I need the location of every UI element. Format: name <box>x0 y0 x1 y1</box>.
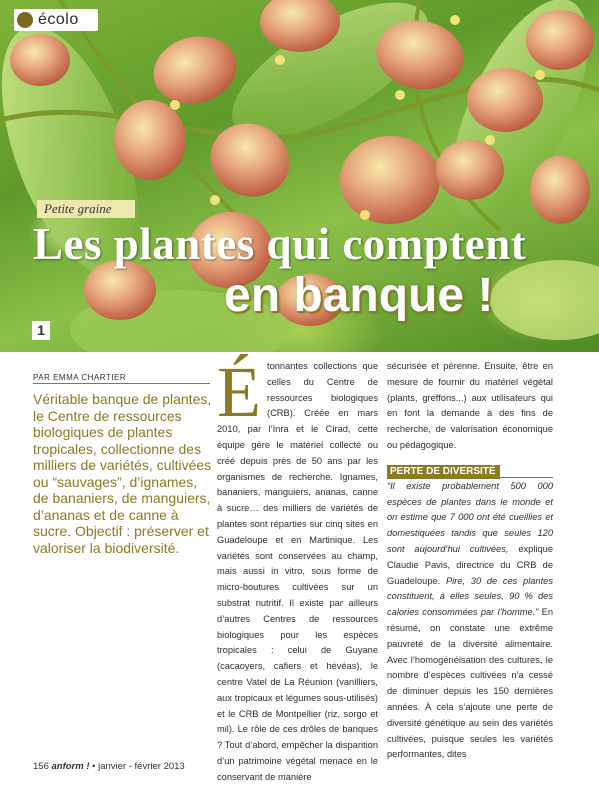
subhead: PERTE DE DIVERSITÉ <box>387 465 500 479</box>
headline-line-2: en banque ! <box>224 269 494 322</box>
body-text-1: tonnantes collections que celles du Centre de ressources biologiques (CRB). Créée en mars 2010, par l’Inra et le Cirad, cette équipe gère le matériel collecté ou créé depuis près de 50 ans par les organismes de recherche. Ignames, bananiers, manguiers, ananas, canne à sucre… des milliers de variétés de plantes sont réparties sur cinq sites en Guadeloupe et en Martinique. Les variétés sont conservées au champ, mais aussi in vitro, sous forme de micro-boutures cultivées sur un substrat nutritif. Il existe par ailleurs d’autres Centres de ressources biologiques pour les espèces tropicales : celui de Guyane (cacaoyers, cafiers et hévéas), le centre Vatel de La Réunion (vanilliers, aux tropicaux et légumes sous-utilisés) et le CRB de Montpellier (riz, sorgo et mil). Le rôle de ces drôles de banques ? Tout d’abord, empêcher la disparition d’un patrimoine végétal menacé en le conservant de manière <box>217 361 378 782</box>
magazine-brand: anform ! <box>51 761 90 772</box>
byline-divider <box>33 383 210 384</box>
body-text-4: En résumé, on constate une extrême pauvreté de la diversité alimentaire. Avec l’homogénéisation des cultures, le nombre d’espèces cultivées n’a cessé de diminuer depuis les 150 dernières années. À cela s’ajoute une perte de diversité génétique au sein des variétés cultivées, puisque seules les variétés performantes, dites <box>387 607 553 760</box>
body-column-3 <box>387 359 553 763</box>
subhead-row <box>387 464 553 478</box>
headline-line-1: Les plantes qui comptent <box>33 219 527 269</box>
page-footer <box>33 761 185 772</box>
kicker-label: Petite graine <box>44 201 112 216</box>
body-text-2: sécurisée et pérenne. Ensuite, être en mesure de fournir du matériel végétal (plants, greffons...) aux utilisateurs qui en font la demande à des fins de recherche, de valorisation économique ou pédagogique. <box>387 361 553 450</box>
dropcap: É <box>217 352 261 432</box>
olive-dot-icon <box>17 12 33 28</box>
issue-date: • janvier - février 2013 <box>92 761 185 772</box>
hero-photo <box>0 0 599 352</box>
section-tag <box>14 9 98 31</box>
lead-paragraph: Véritable banque de plantes, le Centre de ressources biologiques de plantes tropicales, collectionne des milliers de variétés, cultivées ou “sauvages”, d’ignames, de bananiers, de manguiers, d’ananas et de canne à sucre. Objectif : préserver et valoriser la biodiversité. <box>33 391 212 556</box>
page-number: 156 <box>33 761 49 772</box>
quote-part-2: Pire, 30 de ces plantes constituent, à elles seules, 90 % des calories consommées par l’homme.” <box>387 575 554 618</box>
kicker <box>37 200 135 218</box>
byline: PAR EMMA CHARTIER <box>33 373 127 382</box>
attribution: explique Claudie Pavis, directrice du CRB de Guadeloupe. <box>387 543 553 586</box>
photo-number: 1 <box>32 321 50 340</box>
body-column-2 <box>217 352 378 786</box>
body-text-3 <box>387 479 553 763</box>
quote-part-1: “Il existe probablement 500 000 espèces de plantes dans le monde et on estime que 7 000 ont été cueillies et domestiquées tandis que seules 120 sont aujourd’hui cultivées, <box>387 480 553 554</box>
section-tag-label: écolo <box>38 11 79 28</box>
subhead-divider <box>387 477 553 478</box>
